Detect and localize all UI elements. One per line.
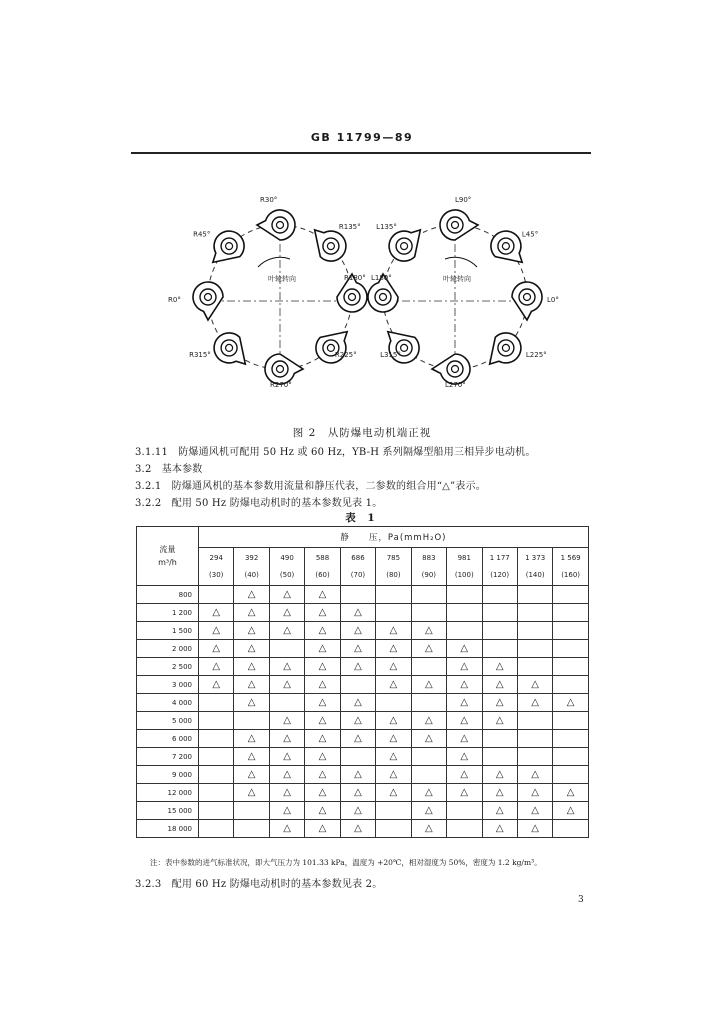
combination-cell: △ [234,622,269,640]
combination-cell: △ [376,712,411,730]
combination-cell [234,802,269,820]
paragraph-3-2-1: 3.2.1 防爆通风机的基本参数用流量和静压代表，二参数的组合用“△”表示。 [135,481,486,492]
combination-cell: △ [340,640,375,658]
combination-cell [447,622,482,640]
combination-cell [482,748,517,766]
pressure-mmh2o: (40) [244,570,259,579]
combination-cell: △ [482,766,517,784]
combination-cell: △ [376,748,411,766]
combination-cell [553,712,589,730]
combination-cell: △ [376,730,411,748]
position-label: L225° [525,350,547,359]
pressure-mmh2o: (50) [279,570,295,579]
combination-cell: △ [199,622,234,640]
combination-cell: △ [517,784,552,802]
rotation-diagram [150,175,580,415]
paragraph-3-2-3: 3.2.3 配用 60 Hz 防爆电动机时的基本参数见表 2。 [135,879,383,890]
position-label: L180° [371,274,392,282]
combination-cell: △ [305,586,340,604]
combination-cell: △ [340,802,375,820]
combination-cell [411,586,446,604]
flow-header: 流量 [159,545,176,554]
combination-cell: △ [517,676,552,694]
flow-value: 1 500 [137,622,199,640]
combination-cell: △ [553,784,589,802]
combination-cell: △ [305,712,340,730]
combination-cell [553,730,589,748]
pressure-mmh2o: (60) [315,570,330,579]
combination-cell [482,586,517,604]
rotation-direction-label: 叶轮转向 [268,275,296,283]
combination-cell: △ [340,694,375,712]
combination-cell: △ [269,766,304,784]
table-row [137,802,589,820]
pressure-pa: 1 177 [489,553,510,562]
combination-cell [199,820,234,838]
pressure-column-header [269,548,304,586]
combination-cell: △ [411,730,446,748]
pressure-mmh2o: (70) [350,570,366,579]
pressure-column-header [376,548,411,586]
combination-cell [340,586,375,604]
combination-cell: △ [305,694,340,712]
combination-cell [482,622,517,640]
combination-cell: △ [411,784,446,802]
pressure-pa: 1 373 [525,553,546,562]
combination-cell [517,604,552,622]
combination-cell: △ [411,820,446,838]
combination-cell: △ [305,784,340,802]
combination-cell: △ [482,802,517,820]
standard-code: GB 11799—89 [310,131,414,144]
combination-cell: △ [305,658,340,676]
combination-cell: △ [305,766,340,784]
combination-cell [553,604,589,622]
combination-cell [517,622,552,640]
fan-housing-outline [491,231,522,262]
combination-cell: △ [305,820,340,838]
combination-cell: △ [234,676,269,694]
combination-cell [447,604,482,622]
combination-cell [411,604,446,622]
combination-cell: △ [234,748,269,766]
flow-value: 2 500 [137,658,199,676]
combination-cell [553,586,589,604]
combination-cell: △ [340,820,375,838]
combination-cell: △ [305,604,340,622]
combination-cell [517,730,552,748]
flow-header-cell [137,527,199,586]
combination-cell: △ [269,820,304,838]
rotation-figure [150,175,580,415]
table-row [137,766,589,784]
pressure-pa: 490 [280,553,294,562]
combination-cell: △ [376,766,411,784]
pressure-column-header [447,548,482,586]
combination-cell [199,694,234,712]
pressure-pa: 883 [422,553,436,562]
combination-cell: △ [482,694,517,712]
combination-cell [482,640,517,658]
rotation-arrow-icon [258,257,290,267]
fan-housing-outline [315,230,346,261]
combination-cell: △ [234,694,269,712]
combination-cell [199,730,234,748]
combination-cell: △ [269,676,304,694]
combination-cell [517,640,552,658]
combination-cell [553,640,589,658]
paragraph-3-2-2: 3.2.2 配用 50 Hz 防爆电动机时的基本参数见表 1。 [135,498,383,509]
combination-cell: △ [411,622,446,640]
combination-cell [199,586,234,604]
combination-cell: △ [447,658,482,676]
combination-cell [411,658,446,676]
combination-cell: △ [376,658,411,676]
combination-cell [482,604,517,622]
flow-value: 1 200 [137,604,199,622]
pressure-mmh2o: (100) [454,570,474,579]
position-label: L315° [380,350,401,359]
combination-cell: △ [234,640,269,658]
combination-cell: △ [305,802,340,820]
combination-cell [553,766,589,784]
combination-cell [199,748,234,766]
flow-value: 5 000 [137,712,199,730]
combination-cell [447,802,482,820]
combination-cell [517,712,552,730]
combination-cell: △ [482,658,517,676]
header-rule [131,152,591,154]
combination-cell: △ [447,676,482,694]
combination-cell [234,820,269,838]
position-label: L90° [455,196,472,204]
static-pressure-header: 静 压，Pa(mmH₂O) [199,527,589,548]
table-row [137,820,589,838]
pressure-column-header [553,548,589,586]
figure-caption: 图 2 从防爆电动机端正视 [292,427,432,439]
combination-cell [447,586,482,604]
combination-cell [553,676,589,694]
combination-cell [411,694,446,712]
combination-cell: △ [482,820,517,838]
pressure-mmh2o: (160) [561,570,581,579]
combination-cell: △ [305,748,340,766]
position-label: L270° [445,381,466,389]
combination-cell: △ [411,676,446,694]
combination-cell: △ [305,622,340,640]
combination-cell: △ [517,802,552,820]
combination-cell: △ [234,784,269,802]
combination-cell: △ [376,622,411,640]
combination-cell: △ [269,730,304,748]
position-label: R315° [189,350,211,359]
pressure-column-header [199,548,234,586]
combination-cell: △ [517,766,552,784]
combination-cell: △ [199,604,234,622]
paragraph-3-1-11: 3.1.11 防爆通风机可配用 50 Hz 或 60 Hz，YB-H 系列隔爆型船用三相异步电动机。 [135,447,536,458]
combination-cell: △ [305,676,340,694]
flow-value: 15 000 [137,802,199,820]
combination-cell: △ [234,586,269,604]
rotation-arrow-icon [445,257,477,267]
position-label: R0° [168,296,181,304]
combination-cell: △ [411,640,446,658]
combination-cell [517,586,552,604]
position-label: L0° [547,296,559,304]
combination-cell: △ [447,712,482,730]
pressure-column-header [340,548,375,586]
combination-cell: △ [234,604,269,622]
pressure-column-header [517,548,552,586]
combination-cell [376,802,411,820]
combination-cell: △ [340,784,375,802]
pressure-mmh2o: (80) [386,570,401,579]
combination-cell [376,694,411,712]
table-row [137,676,589,694]
fan-housing-outline [389,230,420,261]
combination-cell: △ [482,712,517,730]
combination-cell [517,748,552,766]
combination-cell: △ [269,622,304,640]
combination-cell: △ [447,748,482,766]
pressure-pa: 294 [209,553,223,562]
table-row [137,622,589,640]
page-number: 3 [578,895,584,905]
pressure-column-header [482,548,517,586]
combination-cell: △ [234,658,269,676]
section-heading-3-2: 3.2 基本参数 [135,464,203,475]
table-note: 注：表中参数的进气标准状况，即大气压力为 101.33 kPa，温度为 +20℃，相对湿度为 50%，密度为 1.2 kg/m³。 [150,858,542,867]
combination-cell [376,604,411,622]
pressure-mmh2o: (30) [209,570,224,579]
position-label: R225° [334,350,357,359]
table-row [137,712,589,730]
combination-cell: △ [376,676,411,694]
combination-cell: △ [340,730,375,748]
table-row [137,604,589,622]
combination-cell: △ [305,640,340,658]
flow-value: 2 000 [137,640,199,658]
combination-cell: △ [269,748,304,766]
combination-cell: △ [517,694,552,712]
combination-cell [199,784,234,802]
combination-cell: △ [447,640,482,658]
combination-cell: △ [269,712,304,730]
combination-cell: △ [411,802,446,820]
combination-cell [553,748,589,766]
combination-cell: △ [269,658,304,676]
combination-cell: △ [376,784,411,802]
table-row [137,730,589,748]
combination-cell: △ [340,658,375,676]
position-label: R180° [344,274,366,282]
position-label: L45° [521,230,539,239]
combination-cell [411,766,446,784]
combination-cell: △ [305,730,340,748]
combination-cell: △ [482,676,517,694]
position-label: R45° [193,230,211,239]
combination-cell [376,586,411,604]
table-row [137,748,589,766]
combination-cell: △ [553,802,589,820]
combination-cell: △ [234,730,269,748]
pressure-pa: 686 [351,553,365,562]
table-row [137,586,589,604]
pressure-pa: 785 [386,553,401,562]
flow-value: 9 000 [137,766,199,784]
combination-cell: △ [340,622,375,640]
combination-cell: △ [411,712,446,730]
rotation-direction-label: 叶轮转向 [443,275,471,283]
flow-value: 18 000 [137,820,199,838]
pressure-column-header [411,548,446,586]
combination-cell: △ [376,640,411,658]
combination-cell [199,766,234,784]
fan-housing-outline [490,333,521,364]
combination-cell: △ [447,730,482,748]
position-label: L135° [376,223,397,232]
combination-cell: △ [482,784,517,802]
flow-value: 6 000 [137,730,199,748]
combination-cell: △ [553,694,589,712]
pressure-pa: 588 [315,553,330,562]
combination-cell [199,802,234,820]
flow-value: 12 000 [137,784,199,802]
combination-cell [376,820,411,838]
flow-value: 3 000 [137,676,199,694]
table-row [137,784,589,802]
pressure-pa: 392 [244,553,259,562]
position-label: R30° [260,196,278,204]
combination-cell: △ [269,604,304,622]
combination-cell: △ [340,604,375,622]
combination-cell: △ [517,820,552,838]
combination-cell [340,676,375,694]
flow-value: 800 [137,586,199,604]
combination-cell [553,622,589,640]
flow-unit: m³/h [158,558,177,567]
combination-cell: △ [269,802,304,820]
combination-cell [269,640,304,658]
flow-value: 4 000 [137,694,199,712]
combination-cell: △ [199,658,234,676]
combination-cell [553,658,589,676]
pressure-mmh2o: (90) [421,570,437,579]
combination-cell: △ [340,712,375,730]
combination-cell: △ [269,586,304,604]
combination-cell [234,712,269,730]
flow-value: 7 200 [137,748,199,766]
pressure-mmh2o: (120) [490,570,510,579]
fan-housing-outline [214,333,245,364]
table-title: 表 1 [345,512,379,524]
fan-housing-outline [213,231,244,262]
table-row [137,694,589,712]
combination-cell: △ [199,640,234,658]
table-row [137,658,589,676]
combination-cell [482,730,517,748]
combination-cell [199,712,234,730]
combination-cell: △ [234,766,269,784]
combination-cell: △ [447,694,482,712]
position-label: R135° [338,223,361,232]
combination-cell [553,820,589,838]
combination-cell [269,694,304,712]
combination-cell [517,658,552,676]
pressure-pa: 1 569 [560,553,581,562]
combination-cell: △ [199,676,234,694]
combination-cell: △ [447,766,482,784]
pressure-pa: 981 [457,553,471,562]
combination-cell [447,820,482,838]
table-row [137,640,589,658]
parameter-table [136,526,589,838]
combination-cell: △ [447,784,482,802]
combination-cell [340,748,375,766]
pressure-mmh2o: (140) [525,570,545,579]
combination-cell: △ [269,784,304,802]
pressure-column-header [234,548,269,586]
position-label: R270° [270,381,292,389]
combination-cell: △ [340,766,375,784]
pressure-column-header [305,548,340,586]
combination-cell [411,748,446,766]
